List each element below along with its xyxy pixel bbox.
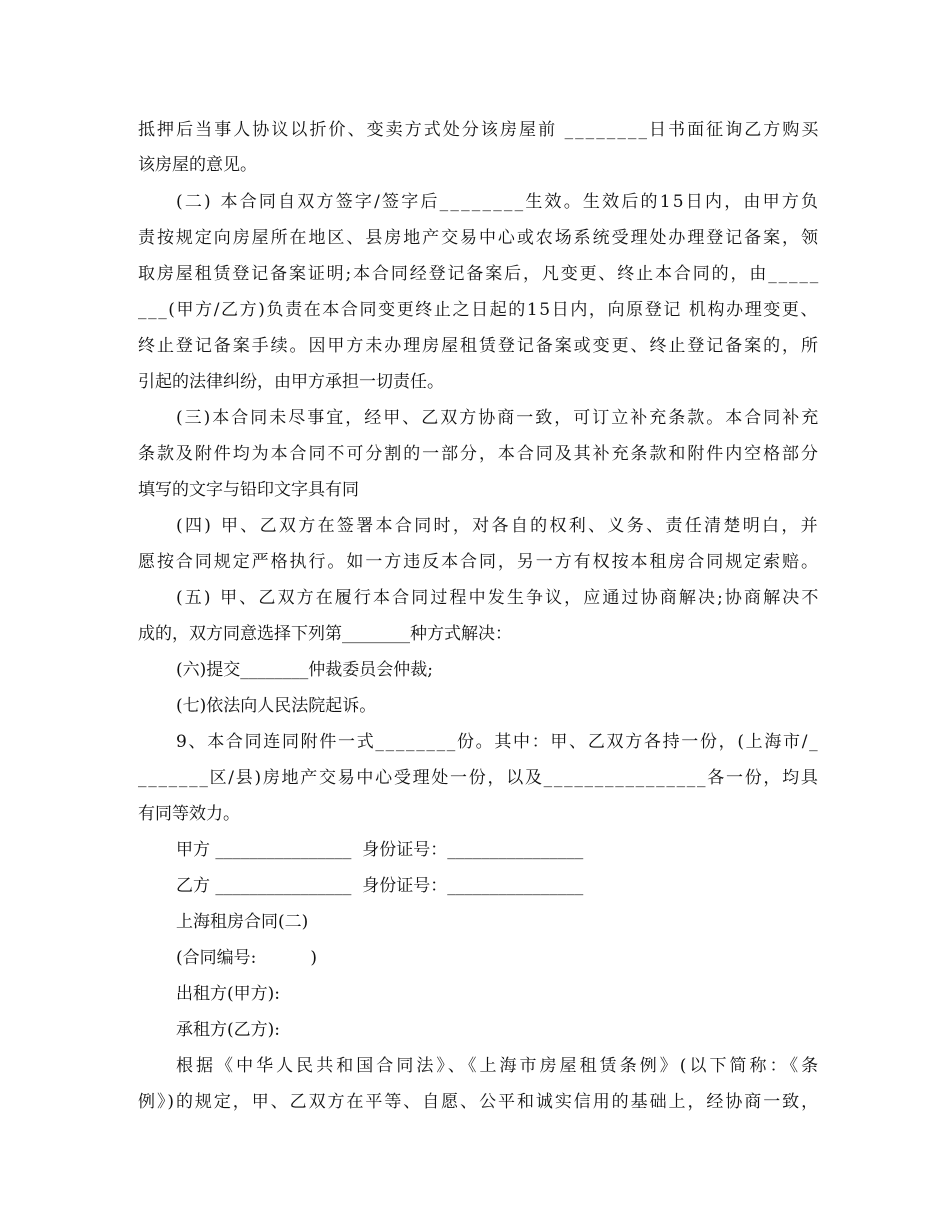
text-line: 例》)的规定，甲、乙双方在平等、自愿、公平和诚实信用的基础上，经协商一致， xyxy=(138,1092,821,1112)
text-line: 根据《中华人民共和国合同法》、《上海市房屋租赁条例》(以下简称：《条 xyxy=(176,1056,822,1076)
text-line: 成的，双方同意选择下列第________种方式解决： xyxy=(138,624,512,644)
text-line: (六)提交________仲裁委员会仲裁; xyxy=(176,660,433,680)
text-line: (三)本合同未尽事宜，经甲、乙双方协商一致，可订立补充条款。本合同补充 xyxy=(176,408,821,428)
signature-line: 甲方 ________________ 身份证号：________________ xyxy=(176,840,584,860)
text-line: (四) 甲、乙双方在签署本合同时，对各自的权利、义务、责任清楚明白，并 xyxy=(176,516,820,536)
text-line: 有同等效力。 xyxy=(138,804,240,824)
text-line: 出租方(甲方): xyxy=(176,984,280,1004)
text-line: 愿按合同规定严格执行。如一方违反本合同，另一方有权按本租房合同规定索赔。 xyxy=(138,552,820,572)
text-line: 取房屋租赁登记备案证明;本合同经登记备案后，凡变更、终止本合同的，由_____ xyxy=(138,264,821,284)
text-line: 9、本合同连同附件一式________份。其中：甲、乙双方各持一份，(上海市/_ xyxy=(176,732,820,752)
text-line: 责按规定向房屋所在地区、县房地产交易中心或农场系统受理处办理登记备案，领 xyxy=(138,228,820,248)
text-line: 引起的法律纠纷，由甲方承担一切责任。 xyxy=(138,372,444,392)
text-line: (二) 本合同自双方签字/签字后________生效。生效后的15日内，由甲方负 xyxy=(176,192,821,212)
text-line: (七)依法向人民法院起诉。 xyxy=(176,696,377,716)
text-line: 承租方(乙方): xyxy=(176,1020,280,1040)
text-line: ___(甲方/乙方)负责在本合同变更终止之日起的15日内，向原登记 机构办理变更、 xyxy=(138,300,820,320)
signature-line: 乙方 ________________ 身份证号：________________ xyxy=(176,876,584,896)
text-line: 该房屋的意见。 xyxy=(138,155,257,175)
text-line: 填写的文字与铅印文字具有同 xyxy=(138,480,359,500)
text-line: (五) 甲、乙双方在履行本合同过程中发生争议，应通过协商解决;协商解决不 xyxy=(176,588,821,608)
text-line: (合同编号: ) xyxy=(176,948,318,968)
text-line: 条款及附件均为本合同不可分割的一部分，本合同及其补充条款和附件内空格部分 xyxy=(138,444,820,464)
text-line: 终止登记备案手续。因甲方未办理房屋租赁登记备案或变更、终止登记备案的，所 xyxy=(138,336,820,356)
text-line: _______区/县)房地产交易中心受理处一份，以及________________各一份，均具 xyxy=(138,768,820,788)
section-title: 上海租房合同(二) xyxy=(176,912,309,932)
text-line: 抵押后当事人协议以折价、变卖方式处分该房屋前 ________日书面征询乙方购买 xyxy=(138,120,821,140)
